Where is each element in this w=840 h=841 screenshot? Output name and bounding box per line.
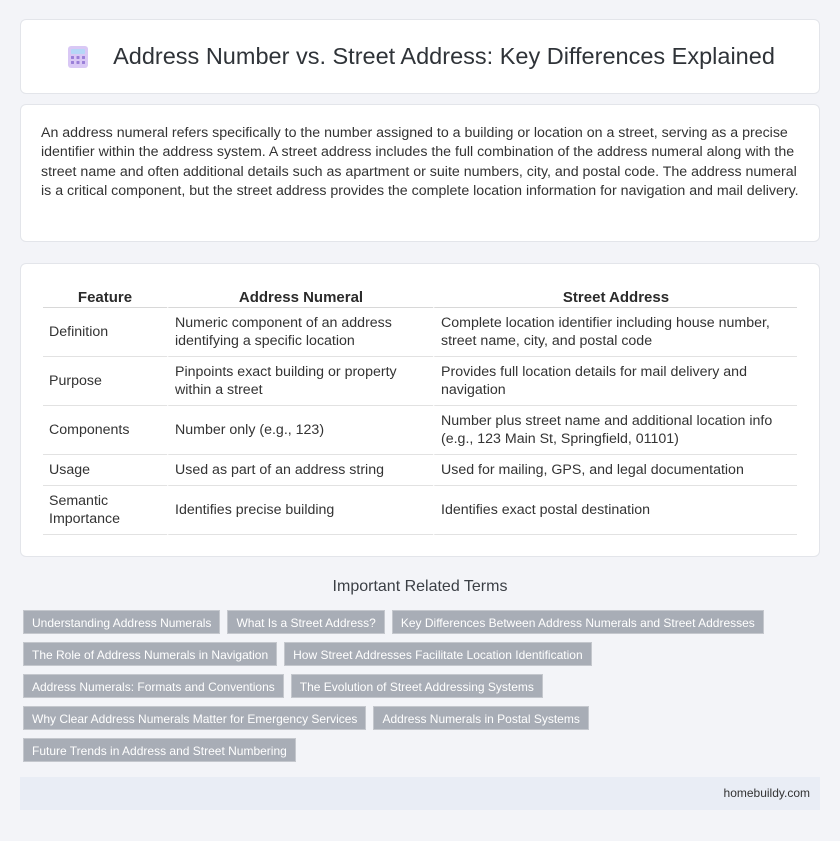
table-row	[43, 357, 797, 406]
related-term-tag[interactable]: What Is a Street Address?	[227, 610, 384, 634]
tag-row	[23, 642, 823, 666]
related-terms-list	[23, 610, 823, 770]
tag-row	[23, 674, 823, 698]
table-row	[43, 406, 797, 455]
page-header	[20, 19, 820, 94]
table-row	[43, 486, 797, 535]
tag-row	[23, 738, 823, 762]
table-cell-feature: Purpose	[43, 357, 167, 406]
tag-row	[23, 610, 823, 634]
comparison-table	[43, 286, 797, 535]
related-term-tag[interactable]: How Street Addresses Facilitate Location Identification	[284, 642, 592, 666]
table-cell-feature: Definition	[43, 308, 167, 357]
related-term-tag[interactable]: Key Differences Between Address Numerals and Street Addresses	[392, 610, 764, 634]
table-cell-feature: Semantic Importance	[43, 486, 167, 535]
calculator-icon	[65, 44, 91, 70]
page-footer	[20, 777, 820, 810]
page-title: Address Number vs. Street Address: Key Differences Explained	[113, 43, 775, 69]
table-cell-street: Number plus street name and additional location info (e.g., 123 Main St, Springfield, 01101)	[433, 406, 797, 455]
related-term-tag[interactable]: Future Trends in Address and Street Numbering	[23, 738, 296, 762]
table-cell-numeral: Pinpoints exact building or property within a street	[167, 357, 433, 406]
related-term-tag[interactable]: Address Numerals: Formats and Conventions	[23, 674, 284, 698]
table-cell-street: Complete location identifier including house number, street name, city, and postal code	[433, 308, 797, 357]
table-header-address-numeral: Address Numeral	[167, 286, 433, 308]
table-row	[43, 455, 797, 486]
tag-row	[23, 706, 823, 730]
related-term-tag[interactable]: The Evolution of Street Addressing Systems	[291, 674, 543, 698]
table-header-row	[43, 286, 797, 308]
related-term-tag[interactable]: Address Numerals in Postal Systems	[373, 706, 588, 730]
intro-card	[20, 104, 820, 242]
table-cell-numeral: Numeric component of an address identifying a specific location	[167, 308, 433, 357]
table-cell-feature: Components	[43, 406, 167, 455]
intro-text: An address numeral refers specifically to the number assigned to a building or location on a street, serving as a precise identifier within the address system. A street address includes the full combination of the address numeral along with the street name and often additional details such as apartment or suite numbers, city, and postal code. The address numeral is a critical component, but the street address provides the complete location information for navigation and mail delivery.	[41, 125, 799, 199]
related-term-tag[interactable]: The Role of Address Numerals in Navigation	[23, 642, 277, 666]
table-cell-feature: Usage	[43, 455, 167, 486]
table-row	[43, 308, 797, 357]
table-cell-street: Provides full location details for mail delivery and navigation	[433, 357, 797, 406]
table-cell-numeral: Used as part of an address string	[167, 455, 433, 486]
table-cell-numeral: Identifies precise building	[167, 486, 433, 535]
table-header-street-address: Street Address	[433, 286, 797, 308]
comparison-table-card	[20, 263, 820, 557]
related-term-tag[interactable]: Understanding Address Numerals	[23, 610, 220, 634]
table-header-feature: Feature	[43, 286, 167, 308]
table-cell-street: Identifies exact postal destination	[433, 486, 797, 535]
footer-site-link[interactable]: homebuildy.com	[723, 786, 810, 800]
table-cell-street: Used for mailing, GPS, and legal documentation	[433, 455, 797, 486]
related-term-tag[interactable]: Why Clear Address Numerals Matter for Emergency Services	[23, 706, 366, 730]
table-cell-numeral: Number only (e.g., 123)	[167, 406, 433, 455]
related-terms-title: Important Related Terms	[332, 578, 508, 595]
